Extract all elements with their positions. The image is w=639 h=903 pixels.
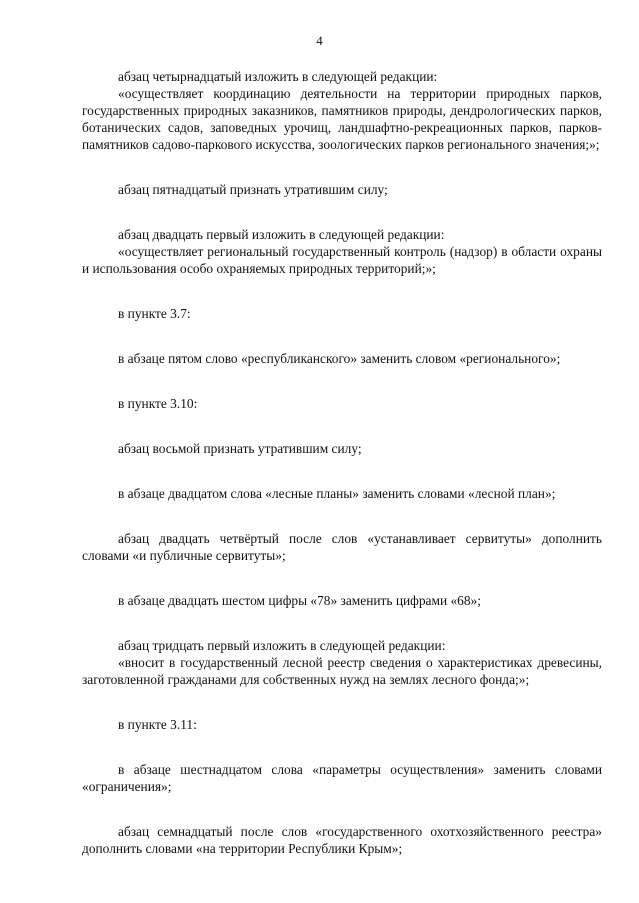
- paragraph: в пункте 3.10:: [118, 396, 198, 411]
- paragraph: в абзаце двадцатом слова «лесные планы» заменить словами «лесной план»;: [118, 486, 556, 501]
- paragraph-gap: [82, 457, 602, 485]
- paragraph: абзац семнадцатый после слов «государственного охотхозяйственного реестра» дополнить словами «на территории Республики Крым»;: [82, 824, 602, 856]
- document-body: [82, 68, 602, 857]
- paragraph: абзац двадцать четвёртый после слов «устанавливает сервитуты» дополнить словами «и публичные сервитуты»;: [82, 531, 602, 563]
- paragraph-gap: [82, 733, 602, 761]
- paragraph-gap: [82, 688, 602, 716]
- paragraph-gap: [82, 277, 602, 305]
- paragraph: абзац четырнадцатый изложить в следующей редакции:: [118, 69, 438, 84]
- paragraph-gap: [82, 198, 602, 226]
- paragraph-gap: [82, 502, 602, 530]
- paragraph: абзац пятнадцатый признать утратившим силу;: [118, 182, 388, 197]
- paragraph: в пункте 3.11:: [118, 717, 197, 732]
- paragraph: «осуществляет координацию деятельности на территории природных парков, государственных природных заказников, памятников природы, дендрологических парков, ботанических садов, заповедных урочищ, ландшафтно-рекреационных парков, парков-памятников садово-паркового искусства, зоологических парков регионального значения;»;: [82, 86, 602, 152]
- paragraph-gap: [82, 795, 602, 823]
- paragraph: абзац восьмой признать утратившим силу;: [118, 441, 362, 456]
- paragraph-gap: [82, 367, 602, 395]
- paragraph-gap: [82, 609, 602, 637]
- paragraph-gap: [82, 412, 602, 440]
- paragraph: «вносит в государственный лесной реестр сведения о характеристиках древесины, заготовленной гражданами для собственных нужд на землях лесного фонда;»;: [82, 655, 602, 687]
- page-number: 4: [316, 33, 323, 48]
- paragraph: в абзаце пятом слово «республиканского» заменить словом «регионального»;: [118, 351, 561, 366]
- paragraph-gap: [82, 153, 602, 181]
- paragraph: в абзаце шестнадцатом слова «параметры осуществления» заменить словами «ограничения»;: [82, 762, 602, 794]
- paragraph: «осуществляет региональный государственный контроль (надзор) в области охраны и использования особо охраняемых природных территорий;»;: [82, 244, 602, 276]
- paragraph-gap: [82, 322, 602, 350]
- paragraph: абзац тридцать первый изложить в следующей редакции:: [118, 638, 446, 653]
- paragraph-gap: [82, 564, 602, 592]
- paragraph: в пункте 3.7:: [118, 306, 191, 321]
- paragraph: в абзаце двадцать шестом цифры «78» заменить цифрами «68»;: [118, 593, 481, 608]
- paragraph: абзац двадцать первый изложить в следующей редакции:: [118, 227, 445, 242]
